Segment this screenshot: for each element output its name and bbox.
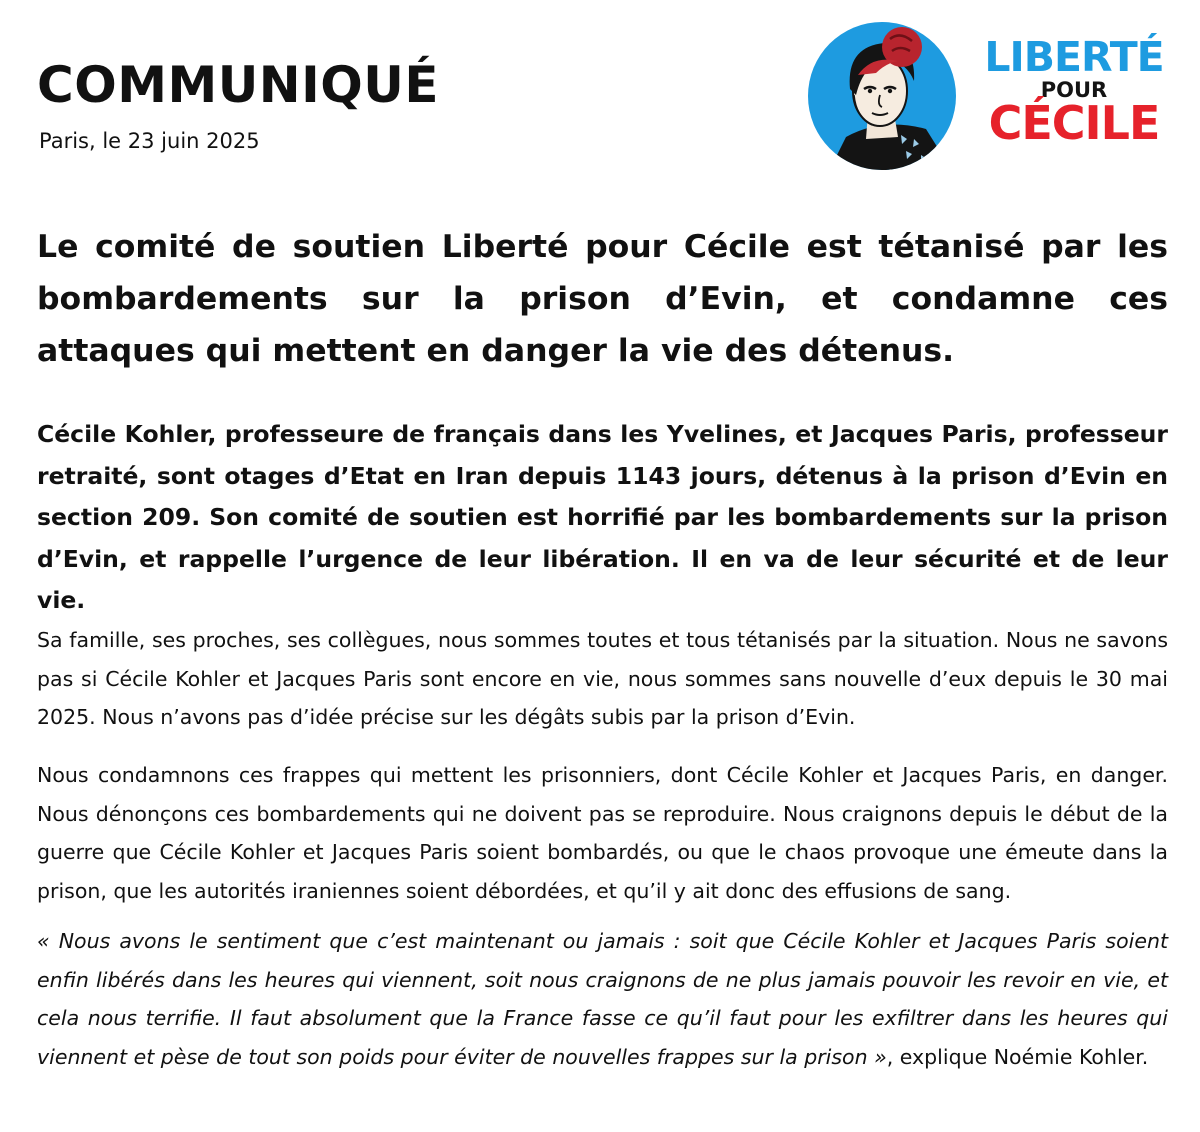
body-paragraph-2: Nous condamnons ces frappes qui mettent les prisonniers, dont Cécile Kohler et Jacques Paris, en danger. Nous dénonçons ces bombardements qui ne doivent pas se reproduire. Nous craignons depuis le début de la guerre que Cécile Kohler et Jacques Paris soient bombardés, ou que le chaos provoque une émeute dans la prison, que les autorités iraniennes soient débordées, et qu’il y ait donc des effusions de sang. <box>37 763 1168 903</box>
quote-paragraph <box>37 922 1168 1076</box>
portrait-illustration-icon <box>806 17 958 175</box>
lede-paragraph: Cécile Kohler, professeure de français dans les Yvelines, et Jacques Paris, professeur retraité, sont otages d’Etat en Iran depuis 1143 jours, détenus à la prison d’Evin en section 209. Son comité de soutien est horrifié par les bombardements sur la prison d’Evin, et rappelle l’urgence de leur libération. Il en va de leur sécurité et de leur vie. <box>37 420 1168 614</box>
logo-line-pour: POUR <box>1040 78 1108 102</box>
logo-wordmark <box>974 33 1174 150</box>
page-title: COMMUNIQUÉ <box>37 56 440 114</box>
body-paragraph-1: Sa famille, ses proches, ses collègues, nous sommes toutes et tous tétanisés par la situation. Nous ne savons pas si Cécile Kohler et Jacques Paris sont encore en vie, nous sommes sans nouvelle d’eux depuis le 30 mai 2025. Nous n’avons pas d’idée précise sur les dégâts subis par la prison d’Evin. <box>37 628 1168 729</box>
quote-text: « Nous avons le sentiment que c’est maintenant ou jamais : soit que Cécile Kohler et Jacques Paris soient enfin libérés dans les heures qui viennent, soit nous craignons de ne plus jamais pouvoir les revoir en vie, et cela nous terrifie. Il faut absolument que la France fasse ce qu’il faut pour les exfiltrer dans les heures qui viennent et pèse de tout son poids pour éviter de nouvelles frappes sur la prison » <box>37 929 1168 1069</box>
headline: Le comité de soutien Liberté pour Cécile est tétanisé par les bombardements sur la prison d’Evin, et condamne ces attaques qui mettent en danger la vie des détenus. <box>37 229 1168 369</box>
logo-line-liberte: LIBERTÉ <box>984 33 1164 81</box>
date-line: Paris, le 23 juin 2025 <box>39 129 260 153</box>
campaign-logo <box>806 17 1176 177</box>
quote-attribution: , explique Noémie Kohler. <box>886 1044 1149 1069</box>
logo-line-cecile: CÉCILE <box>988 96 1160 150</box>
